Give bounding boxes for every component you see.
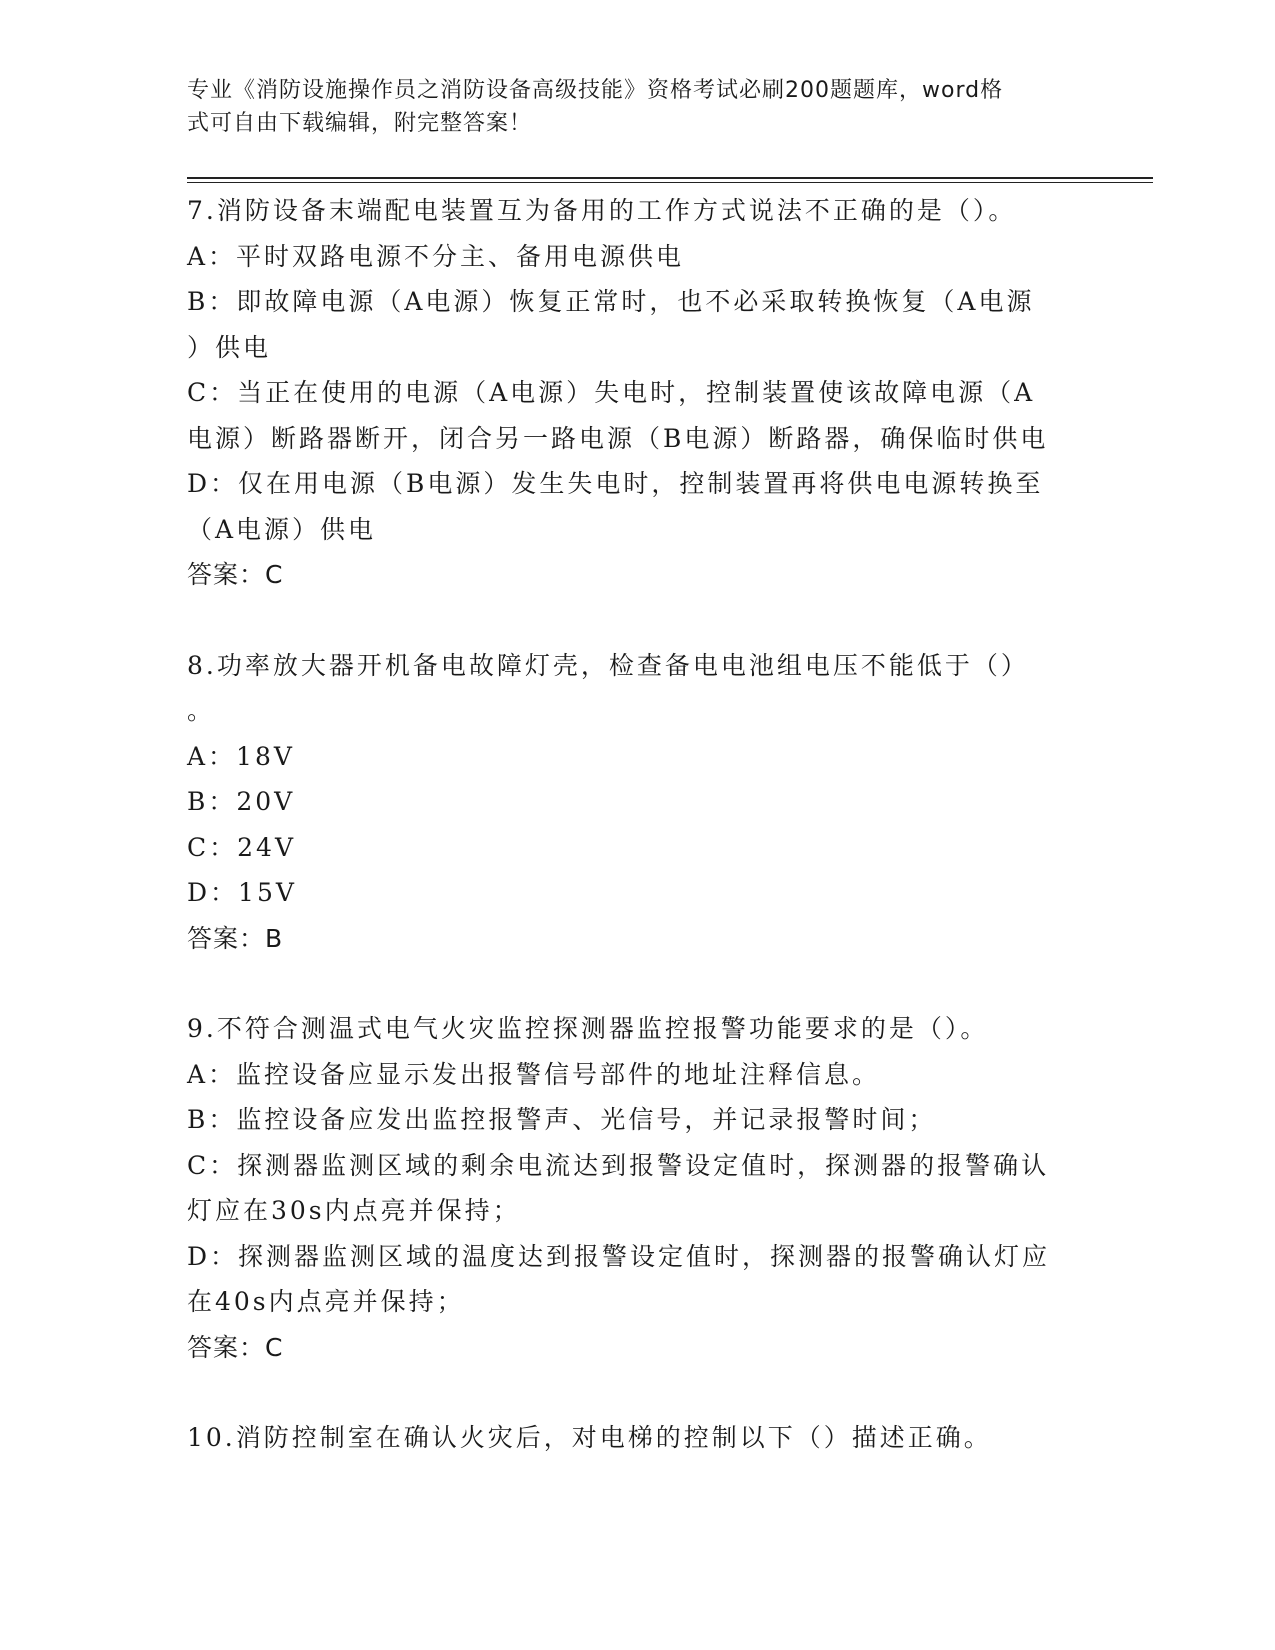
question-stem: 10.消防控制室在确认火灾后，对电梯的控制以下（）描述正确。 xyxy=(187,1423,992,1452)
option-d: D：探测器监测区域的温度达到报警设定值时，探测器的报警确认灯应 xyxy=(187,1241,1051,1271)
option-b-continued: ）供电 xyxy=(187,332,272,362)
header-divider-thick xyxy=(187,177,1153,179)
option-a: A：监控设备应显示发出报警信号部件的地址注释信息。 xyxy=(187,1059,881,1089)
question-stem: 7.消防设备末端配电装置互为备用的工作方式说法不正确的是（）。 xyxy=(187,196,1017,225)
header-line-2: 式可自由下载编辑，附完整答案！ xyxy=(187,111,533,136)
option-c-continued: 电源）断路器断开，闭合另一路电源（B电源）断路器，确保临时供电 xyxy=(187,423,1049,453)
question-8 xyxy=(187,643,1087,962)
question-stem-continued: 。 xyxy=(187,696,216,725)
option-d: D：15V xyxy=(187,878,297,907)
question-10 xyxy=(187,1415,1087,1461)
option-d: D：仅在用电源（B电源）发生失电时，控制装置再将供电电源转换至 xyxy=(187,469,1044,498)
option-a: A：平时双路电源不分主、备用电源供电 xyxy=(187,241,685,271)
option-d-continued: 在40s内点亮并保持； xyxy=(187,1287,465,1316)
header-divider-thin xyxy=(187,182,1153,183)
answer: 答案：B xyxy=(187,923,284,953)
option-c: C：探测器监测区域的剩余电流达到报警设定值时，探测器的报警确认 xyxy=(187,1150,1050,1180)
option-b: B：20V xyxy=(187,787,296,816)
option-c-continued: 灯应在30s内点亮并保持； xyxy=(187,1196,521,1225)
answer: 答案：C xyxy=(187,1332,284,1362)
question-stem: 8.功率放大器开机备电故障灯壳，检查备电电池组电压不能低于（） xyxy=(187,650,1029,680)
option-a: A：18V xyxy=(187,741,295,771)
question-stem: 9.不符合测温式电气火灾监控探测器监控报警功能要求的是（）。 xyxy=(187,1014,989,1043)
option-d-continued: （A电源）供电 xyxy=(187,514,377,544)
question-7 xyxy=(187,188,1087,598)
answer: 答案：C xyxy=(187,560,284,589)
question-list xyxy=(187,188,1087,1461)
header-line-1: 专业《消防设施操作员之消防设备高级技能》资格考试必刷200题题库，word格 xyxy=(187,78,1004,103)
option-c: C：当正在使用的电源（A电源）失电时，控制装置使该故障电源（A xyxy=(187,378,1036,407)
question-9 xyxy=(187,1006,1087,1370)
option-b: B：即故障电源（A电源）恢复正常时，也不必采取转换恢复（A电源 xyxy=(187,287,1035,316)
option-c: C：24V xyxy=(187,832,296,862)
option-b: B：监控设备应发出监控报警声、光信号，并记录报警时间； xyxy=(187,1105,937,1134)
document-header xyxy=(187,74,1067,140)
